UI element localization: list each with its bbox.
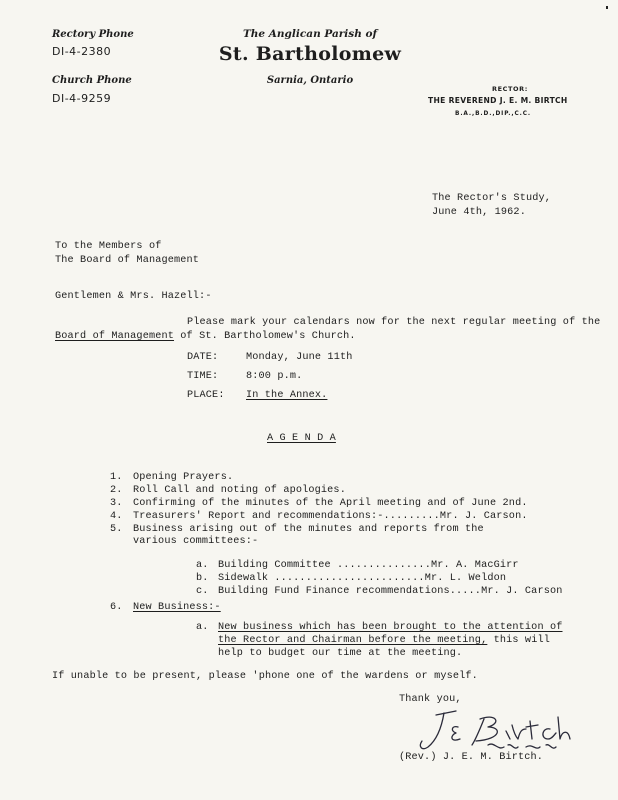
agenda-item-num: 3. (110, 498, 123, 509)
time-value: 8:00 p.m. (246, 371, 303, 382)
subitem-letter: a. (196, 622, 209, 633)
closing-note: If unable to be present, please 'phone one of the wardens or myself. (52, 671, 478, 682)
rector-label: RECTOR: (492, 85, 528, 93)
church-phone-number: DI-4-9259 (52, 92, 112, 105)
place-value: In the Annex. (246, 390, 328, 401)
agenda-item: Opening Prayers. (133, 472, 234, 483)
agenda-item-num: 1. (110, 472, 123, 483)
parish-line: The Anglican Parish of (242, 28, 378, 40)
agenda-item-num: 2. (110, 485, 123, 496)
intro-line-1: Please mark your calendars now for the next regular meeting of the (187, 317, 601, 328)
date-label: DATE: (187, 352, 219, 363)
signature-name: (Rev.) J. E. M. Birtch. (399, 752, 544, 763)
subitem-letter: c. (196, 586, 209, 597)
rectory-phone-label: Rectory Phone (52, 29, 134, 40)
agenda-item: Business arising out of the minutes and reports from the (133, 524, 484, 535)
subitem-letter: a. (196, 560, 209, 571)
agenda-item-num: 6. (110, 602, 123, 613)
time-label: TIME: (187, 371, 219, 382)
agenda-item-num: 4. (110, 511, 123, 522)
addressee-line-2: The Board of Management (55, 255, 200, 266)
date-value: Monday, June 11th (246, 352, 353, 363)
board-of-management: Board of Management (55, 331, 175, 342)
place-label: PLACE: (187, 390, 225, 401)
agenda-item: Treasurers' Report and recommendations:-.........Mr. J. Carson. (133, 511, 528, 522)
church-phone-label: Church Phone (52, 75, 132, 86)
handwritten-signature (414, 705, 574, 757)
subitem-letter: b. (196, 573, 209, 584)
parish-location: Sarnia, Ontario (266, 75, 354, 86)
intro-line-2: Board of Management of St. Bartholomew's Church. (55, 331, 356, 342)
agenda-item: Confirming of the minutes of the April meeting and of June 2nd. (133, 498, 528, 509)
new-business-line-2: the Rector and Chairman before the meeting, this will (218, 635, 550, 646)
corner-speck (606, 6, 608, 9)
rectory-phone-number: DI-4-2380 (52, 45, 112, 58)
agenda-item: Roll Call and noting of apologies. (133, 485, 346, 496)
date-line-1: The Rector's Study, (432, 193, 552, 204)
date-line-2: June 4th, 1962. (432, 207, 526, 218)
subitem: Building Fund Finance recommendations.....Mr. J. Carson (218, 586, 563, 597)
subitem: Building Committee ...............Mr. A. MacGirr (218, 560, 519, 571)
agenda-item-num: 5. (110, 524, 123, 535)
addressee-line-1: To the Members of (55, 241, 162, 252)
salutation: Gentlemen & Mrs. Hazell:- (55, 291, 212, 302)
new-business-heading: New Business:- (133, 602, 221, 613)
thank-you: Thank you, (399, 694, 462, 705)
subitem: Sidewalk ........................Mr. L. Weldon (218, 573, 507, 584)
agenda-item-5-continued: various committees:- (133, 536, 259, 547)
new-business-line-3: help to budget our time at the meeting. (218, 648, 463, 659)
rector-degrees: B.A.,B.D.,DIP.,C.C. (455, 111, 532, 117)
rector-name: THE REVEREND J. E. M. BIRTCH (428, 96, 568, 105)
parish-name: St. Bartholomew (218, 43, 402, 65)
agenda-title: A G E N D A (267, 433, 336, 444)
new-business-line-1: New business which has been brought to the attention of (218, 622, 563, 633)
